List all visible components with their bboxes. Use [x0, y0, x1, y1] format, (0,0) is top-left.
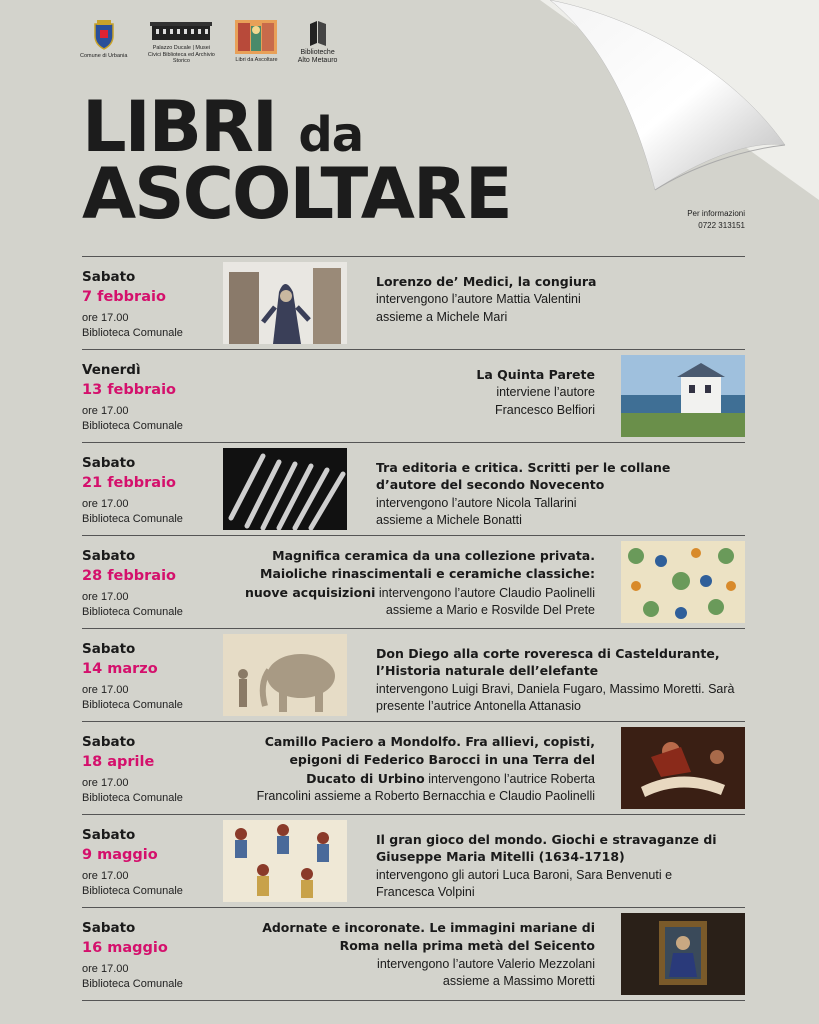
event-title: Magnifica ceramica da una collezione privata. Maioliche rinascimentali e ceramiche classiche: nuove acquisizioni — [244, 548, 595, 600]
event-date-block — [82, 641, 222, 713]
event-title: Camillo Paciero a Mondolfo. Fra allievi, copisti, epigoni di Federico Barocci in una Terra del Ducato di Urbino — [264, 734, 595, 786]
event-list — [82, 256, 745, 1001]
event-date: 13 febbraio — [82, 381, 176, 398]
title-word-da: da — [298, 107, 364, 163]
event-item — [82, 814, 745, 907]
floral-majolica-pattern — [621, 541, 745, 623]
event-details: intervengono l’autore Claudio Paolinelli assieme a Mario e Rosvilde Del Prete — [378, 585, 595, 617]
event-time: ore 17.00 — [82, 497, 129, 510]
event-description — [376, 459, 706, 529]
logo-libri-da-ascoltare — [235, 20, 277, 64]
elephant-engraving — [223, 634, 347, 716]
event-item — [82, 721, 745, 814]
event-description — [376, 273, 616, 326]
event-date-block — [82, 455, 222, 527]
contact-info — [687, 208, 745, 232]
logo-caption: Biblioteche Alto Metauro — [297, 49, 338, 65]
event-date: 16 maggio — [82, 939, 168, 956]
event-details: intervengono Luigi Bravi, Daniela Fugaro, Massimo Moretti. Sarà presente l’autrice Antonella Attanasio — [376, 681, 735, 713]
logo-caption: Palazzo Ducale | Musei Civici Biblioteca ed Archivio Storico — [147, 45, 215, 65]
event-image — [621, 355, 745, 437]
event-weekday: Sabato — [82, 734, 136, 750]
event-date-block — [82, 920, 222, 992]
logo-palazzo-ducale — [145, 20, 217, 65]
event-image — [223, 634, 347, 716]
event-weekday: Sabato — [82, 641, 136, 657]
event-image — [223, 262, 347, 344]
event-image — [621, 541, 745, 623]
event-description — [255, 733, 595, 805]
event-date-block — [82, 734, 222, 806]
event-details: intervengono l’autrice Roberta Francolini assieme a Roberto Bernacchia e Claudio Paolinelli — [256, 771, 595, 803]
event-place: Biblioteca Comunale — [82, 698, 183, 711]
event-time: ore 17.00 — [82, 590, 129, 603]
event-image — [621, 727, 745, 809]
event-time: ore 17.00 — [82, 776, 129, 789]
event-time: ore 17.00 — [82, 311, 129, 324]
event-details: intervengono l’autore Valerio Mezzolani assieme a Massimo Moretti — [377, 956, 595, 988]
logo-biblioteche-alto-metauro — [296, 20, 340, 66]
event-image — [223, 448, 347, 530]
event-details: intervengono l’autore Nicola Tallarini assieme a Michele Bonatti — [376, 495, 577, 527]
event-title: Don Diego alla corte roveresca di Casteldurante, l’Historia naturale dell’elefante — [376, 646, 720, 679]
event-date-block — [82, 362, 222, 434]
book-cover-icon — [235, 20, 277, 54]
event-weekday: Sabato — [82, 455, 136, 471]
hooded-figure-illustration — [223, 262, 347, 344]
event-title: Il gran gioco del mondo. Giochi e stravaganze di Giuseppe Maria Mitelli (1634-1718) — [376, 832, 717, 865]
event-item — [82, 907, 745, 1001]
contact-label: Per informazioni — [687, 209, 745, 218]
title-word-ascoltare: ASCOLTARE — [82, 153, 511, 235]
event-weekday: Sabato — [82, 548, 136, 564]
event-weekday: Sabato — [82, 269, 136, 285]
event-title: Lorenzo de’ Medici, la congiura — [376, 274, 597, 289]
event-date: 14 marzo — [82, 660, 158, 677]
event-details: intervengono l’autore Mattia Valentini assieme a Michele Mari — [376, 292, 581, 324]
event-image — [621, 913, 745, 995]
event-place: Biblioteca Comunale — [82, 512, 183, 525]
event-time: ore 17.00 — [82, 683, 129, 696]
seaside-house-painting — [621, 355, 745, 437]
palace-icon — [150, 20, 212, 42]
event-date: 7 febbraio — [82, 288, 166, 305]
books-icon — [308, 20, 328, 46]
event-weekday: Sabato — [82, 827, 136, 843]
contact-phone: 0722 313151 — [698, 221, 745, 230]
event-date-block — [82, 827, 222, 899]
event-description — [376, 645, 745, 715]
page-title — [82, 86, 511, 235]
event-time: ore 17.00 — [82, 869, 129, 882]
logo-caption: Comune di Urbania — [80, 53, 128, 59]
typewriter-keys-photo — [223, 448, 347, 530]
page-curl-decoration — [540, 0, 819, 200]
partner-logos — [80, 20, 340, 66]
madonna-frame-painting — [621, 913, 745, 995]
event-date: 28 febbraio — [82, 567, 176, 584]
event-details: interviene l’autore Francesco Belfiori — [494, 385, 595, 417]
event-place: Biblioteca Comunale — [82, 884, 183, 897]
event-item — [82, 535, 745, 628]
event-place: Biblioteca Comunale — [82, 605, 183, 618]
event-place: Biblioteca Comunale — [82, 326, 183, 339]
colored-print-figures — [223, 820, 347, 902]
event-description — [465, 366, 595, 419]
event-date-block — [82, 548, 222, 620]
crest-icon — [93, 20, 115, 50]
event-date: 9 maggio — [82, 846, 158, 863]
baroque-deposition-painting — [621, 727, 745, 809]
event-title: La Quinta Parete — [476, 367, 595, 382]
event-item — [82, 442, 745, 535]
event-item — [82, 256, 745, 349]
logo-caption: Libri da Ascoltare — [235, 57, 278, 63]
event-item — [82, 628, 745, 721]
event-date-block — [82, 269, 222, 341]
event-date: 21 febbraio — [82, 474, 176, 491]
event-description — [235, 919, 595, 990]
event-place: Biblioteca Comunale — [82, 977, 183, 990]
event-weekday: Sabato — [82, 920, 136, 936]
event-image — [223, 820, 347, 902]
logo-comune-urbania — [80, 20, 127, 60]
title-word-libri: LIBRI — [82, 86, 276, 168]
event-weekday: Venerdì — [82, 362, 141, 378]
event-time: ore 17.00 — [82, 404, 129, 417]
event-description — [235, 547, 595, 619]
event-place: Biblioteca Comunale — [82, 791, 183, 804]
event-date: 18 aprile — [82, 753, 155, 770]
event-time: ore 17.00 — [82, 962, 129, 975]
event-description — [376, 831, 736, 901]
event-place: Biblioteca Comunale — [82, 419, 183, 432]
event-title: Adornate e incoronate. Le immagini mariane di Roma nella prima metà del Seicento — [262, 920, 595, 954]
event-title: Tra editoria e critica. Scritti per le collane d’autore del secondo Novecento — [376, 460, 671, 493]
event-item — [82, 349, 745, 442]
event-details: intervengono gli autori Luca Baroni, Sara Benvenuti e Francesca Volpini — [376, 867, 673, 899]
